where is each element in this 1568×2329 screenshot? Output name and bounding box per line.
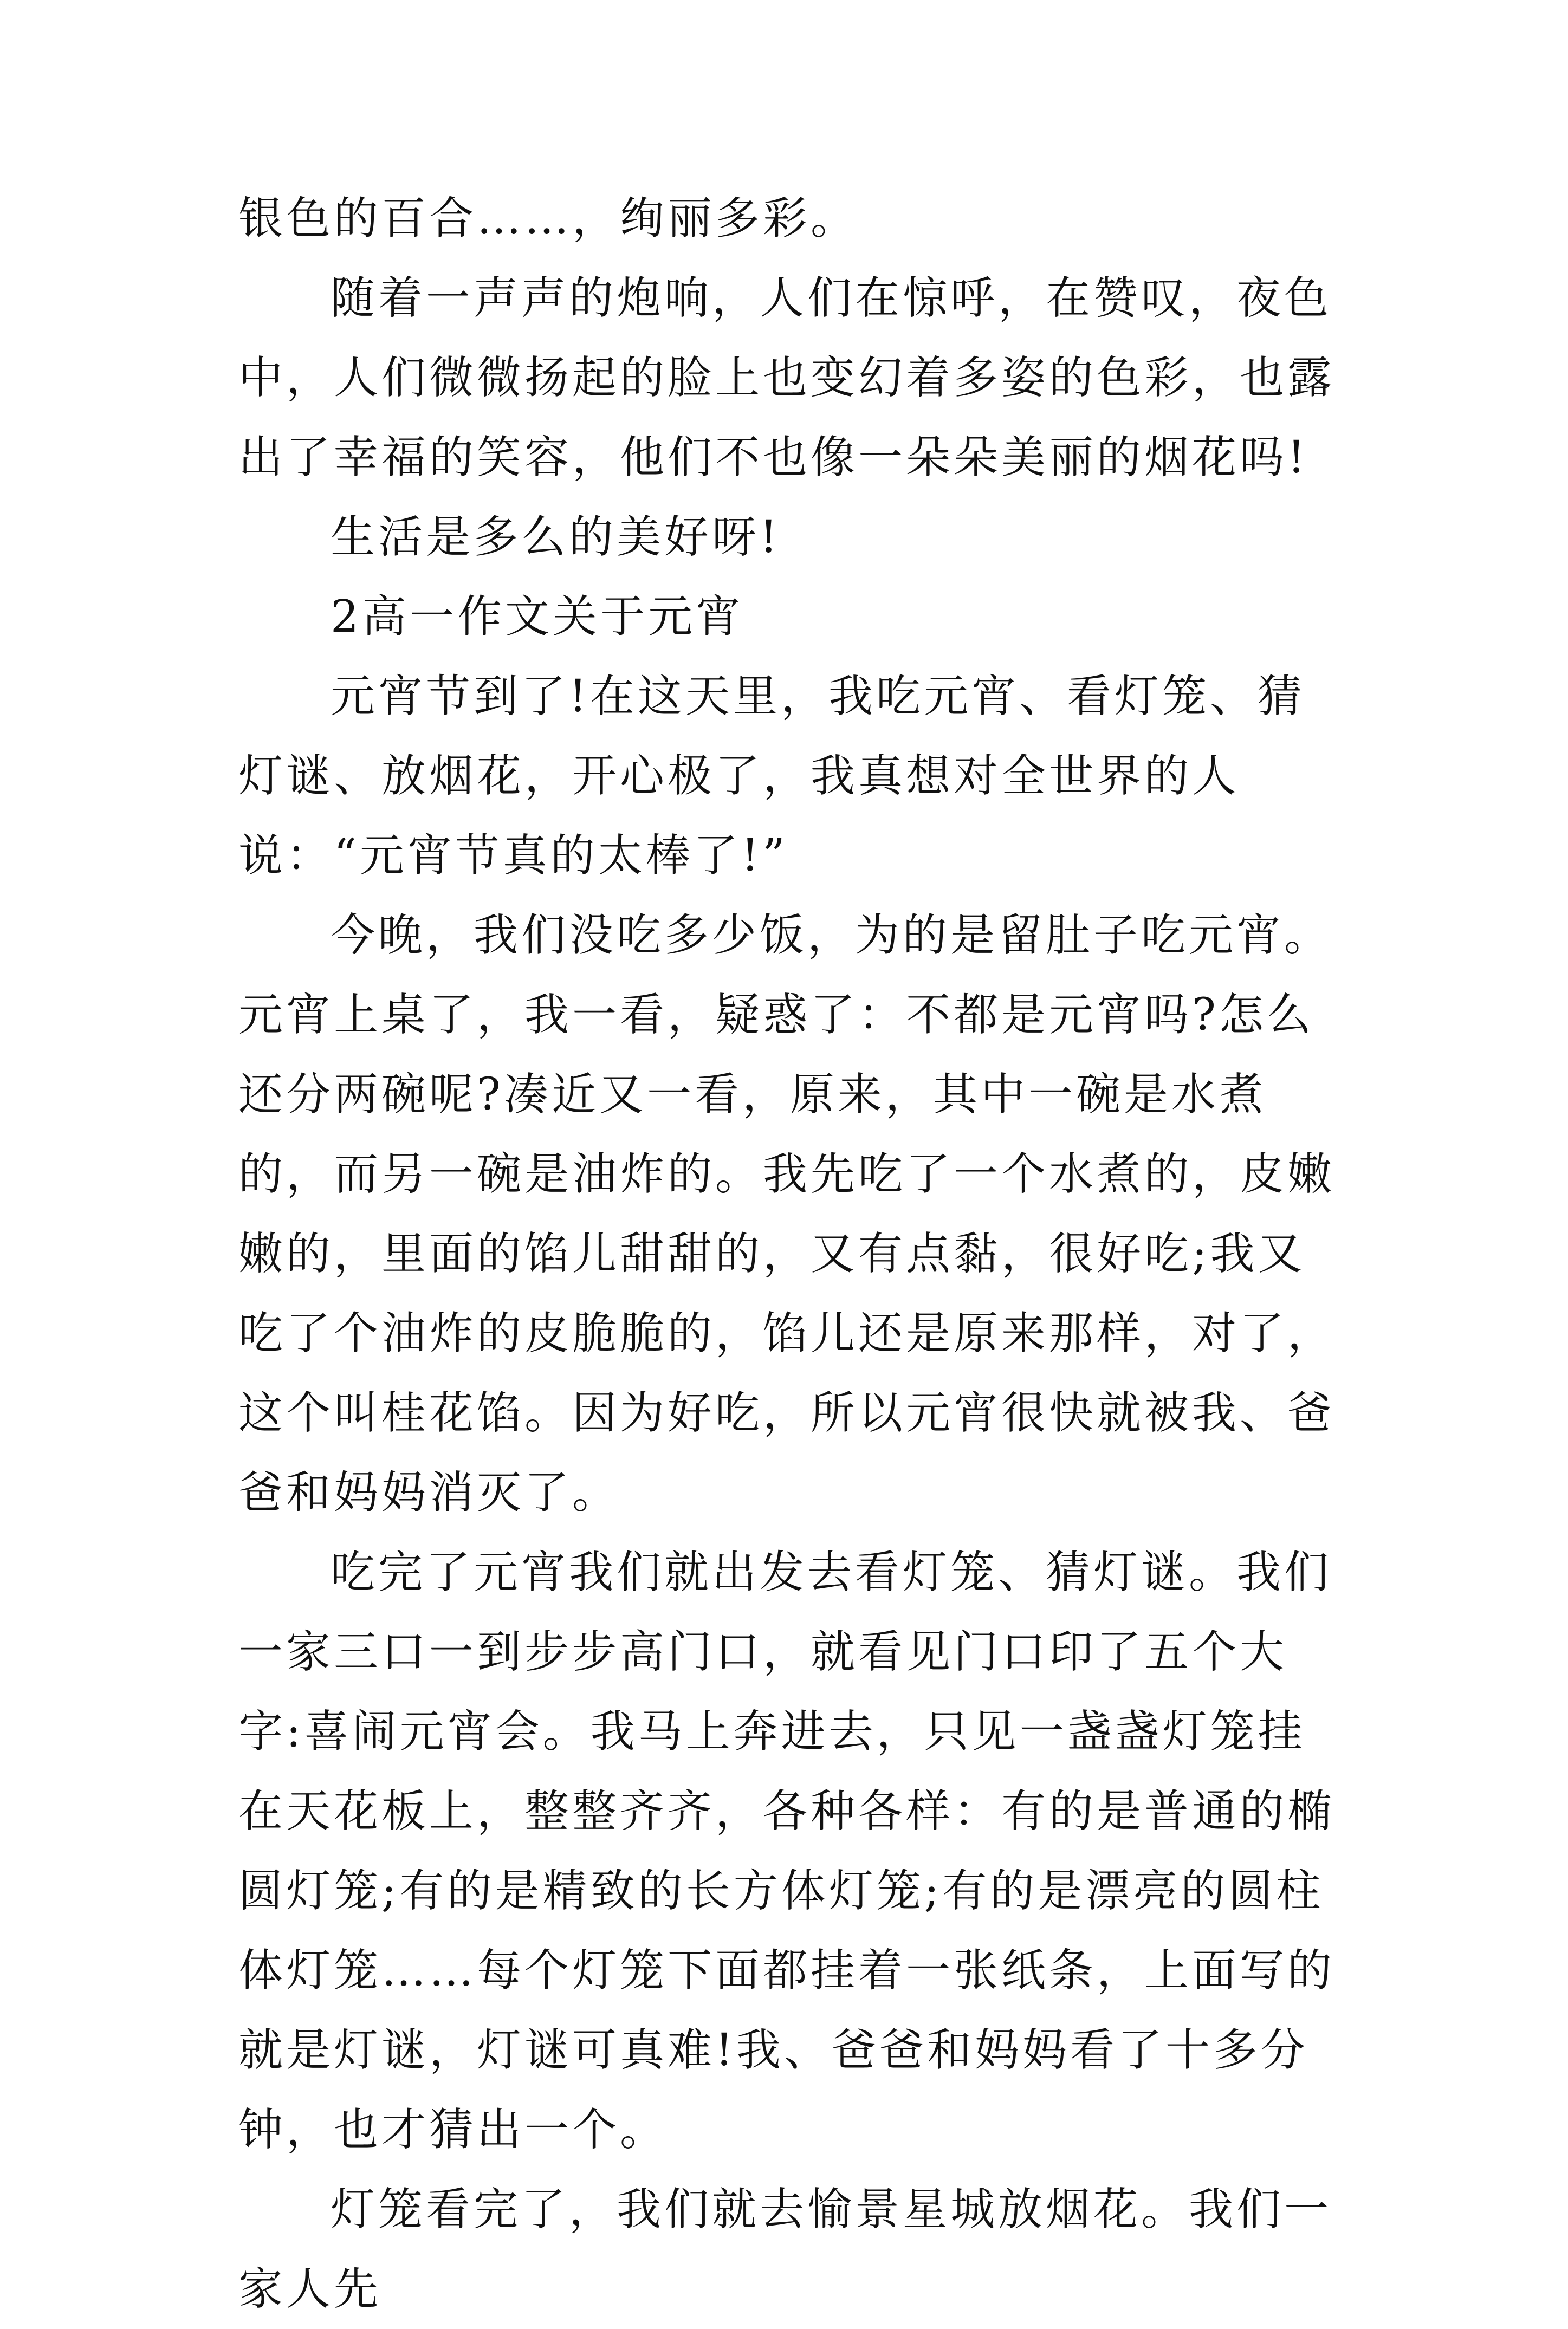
essay-heading: 2高一作文关于元宵	[331, 591, 744, 643]
paragraph-life: 生活是多么的美好呀!	[331, 511, 781, 563]
paragraph-yuanxiao: 今晚，我们没吃多少饭，为的是留肚子吃元宵。元宵上桌了，我一看，疑惑了：不都是元宵吗?怎么还分两碗呢?凑近又一看，原来，其中一碗是水煮的，而另一碗是油炸的。我先吃了一个水煮的，皮嫩嫩的，里面的馅儿甜甜的，又有点黏，很好吃;我又吃了个油炸的皮脆脆的，馅儿还是原来那样，对了，这个叫桂花馅。因为好吃，所以元宵很快就被我、爸爸和妈妈消灭了。	[238, 910, 1336, 1519]
paragraph-fireworks: 随着一声声的炮响，人们在惊呼，在赞叹，夜色中，人们微微扬起的脸上也变幻着多姿的色彩，也露出了幸福的笑容，他们不也像一朵朵美丽的烟花吗!	[238, 273, 1336, 483]
paragraph-continuation: 银色的百合……，绚丽多彩。	[238, 193, 859, 244]
paragraph-fireworks-start: 灯笼看完了，我们就去愉景星城放烟花。我们一家人先	[238, 2184, 1332, 2315]
paragraph-lantern-festival: 元宵节到了!在这天里，我吃元宵、看灯笼、猜灯谜、放烟花，开心极了，我真想对全世界的人说：“元宵节真的太棒了!”	[238, 671, 1305, 881]
paragraph-lanterns: 吃完了元宵我们就出发去看灯笼、猜灯谜。我们一家三口一到步步高门口，就看见门口印了五个大字:喜闹元宵会。我马上奔进去，只见一盏盏灯笼挂在天花板上，整整齐齐，各种各样：有的是普通的椭圆灯笼;有的是精致的长方体灯笼;有的是漂亮的圆柱体灯笼……每个灯笼下面都挂着一张纸条，上面写的就是灯谜，灯谜可真难!我、爸爸和妈妈看了十多分钟，也才猜出一个。	[238, 1547, 1336, 2156]
document-body	[238, 179, 1338, 2329]
